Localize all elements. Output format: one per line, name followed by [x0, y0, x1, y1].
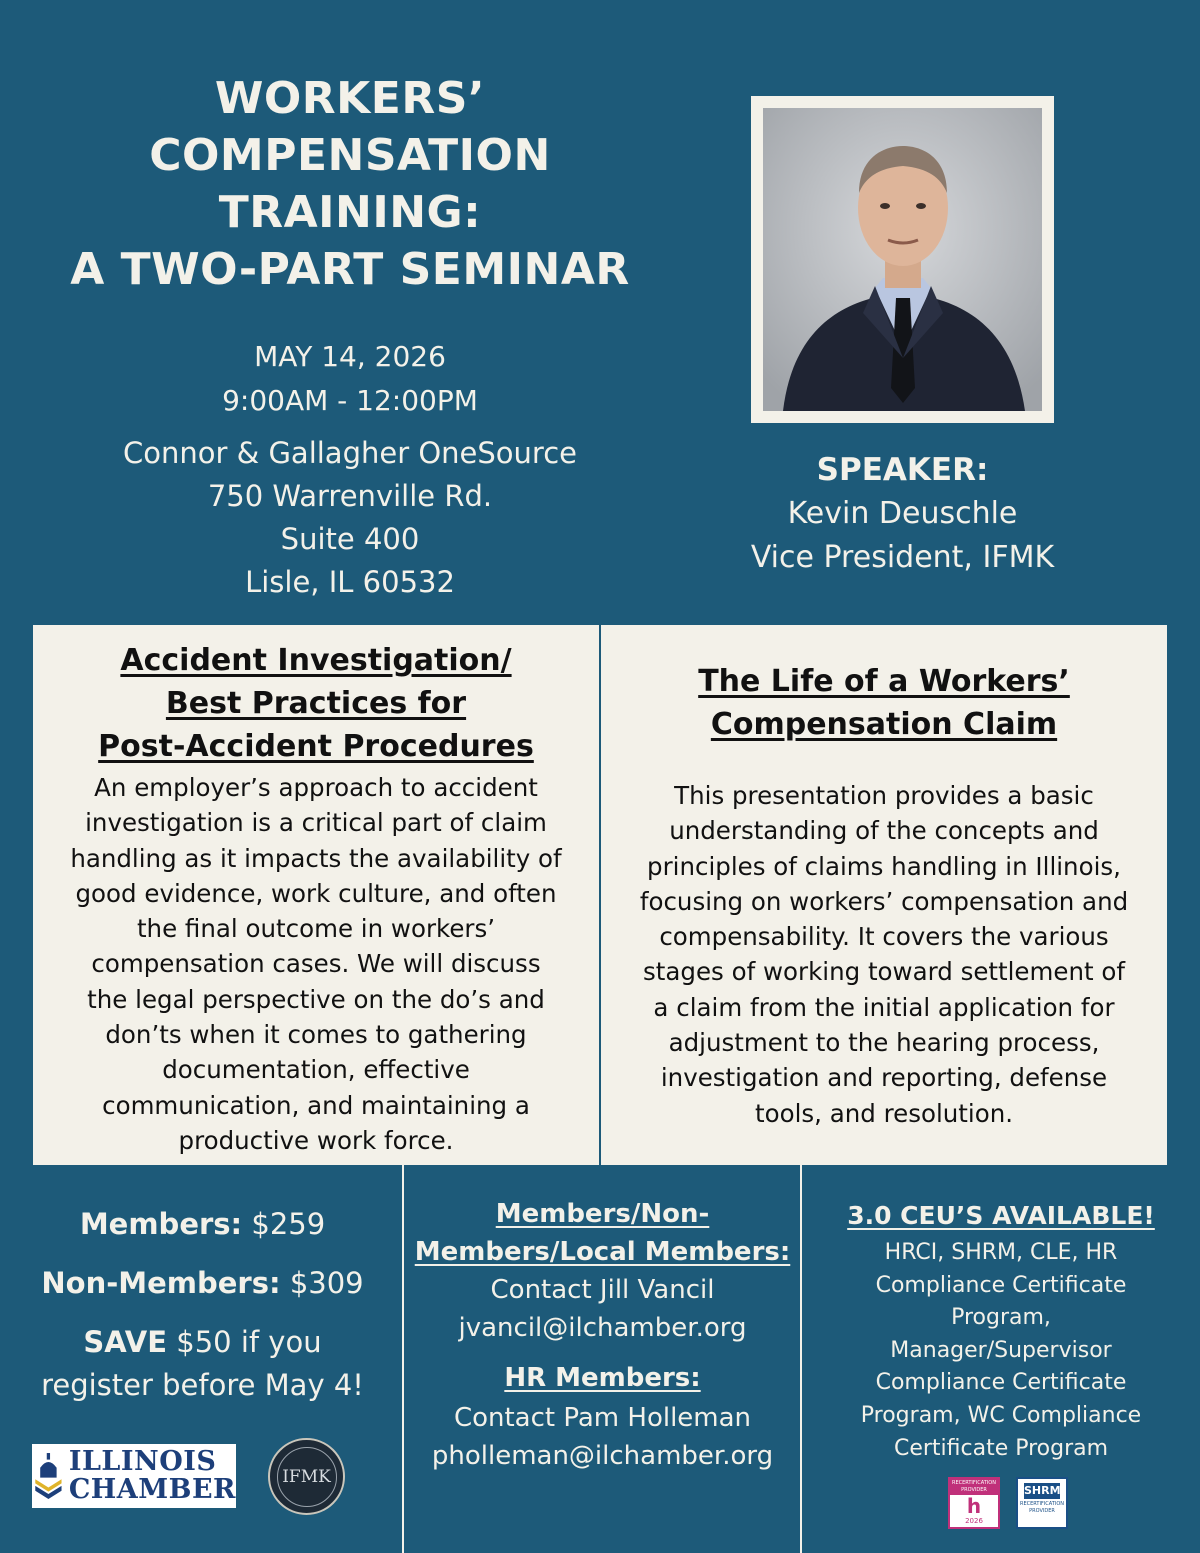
venue-line: Connor & Gallagher OneSource [122, 436, 578, 470]
nonmembers-label: Non-Members: [41, 1266, 281, 1300]
body-line: adjustment to the hearing process, [668, 1028, 1100, 1058]
ceu-section [815, 1195, 1187, 1465]
ceu-line: Compliance Certificate [875, 1272, 1127, 1298]
hrci-h-icon: h [966, 1494, 982, 1518]
session-2-heading-line: The Life of a Workers’ [698, 664, 1070, 699]
body-line: documentation, effective [162, 1055, 470, 1085]
session-2 [601, 625, 1167, 1165]
pricing-section [20, 1195, 385, 1407]
badge-text: 2026 [965, 1517, 983, 1525]
body-line: principles of claims handling in Illinois, [647, 851, 1121, 881]
contact-group1-name: Contact Jill Vancil [490, 1275, 715, 1305]
venue-line: Suite 400 [280, 522, 420, 556]
illinois-chamber-wordmark [65, 1448, 236, 1504]
event-date: MAY 14, 2026 [254, 340, 446, 373]
speaker-portrait-illustration [763, 108, 1042, 411]
body-line: compensation cases. We will discuss [91, 949, 541, 979]
body-line: communication, and maintaining a [102, 1090, 530, 1120]
ceu-line: Compliance Certificate [875, 1370, 1127, 1396]
title-line: WORKERS’ [214, 73, 486, 124]
save-deadline: register before May 4! [41, 1368, 364, 1402]
venue-line: 750 Warrenville Rd. [207, 479, 493, 513]
body-line: This presentation provides a basic [674, 781, 1094, 810]
speaker-heading: SPEAKER: [816, 452, 989, 488]
body-line: stages of working toward settlement of [643, 957, 1125, 987]
sessions-panel [33, 625, 1167, 1165]
contact-group2-email[interactable]: pholleman@ilchamber.org [431, 1441, 774, 1471]
body-line: An employer’s approach to accident [94, 773, 538, 802]
capitol-dome-icon [32, 1444, 65, 1508]
contact-group2-heading: HR Members: [504, 1363, 701, 1393]
body-line: the legal perspective on the do’s and [87, 984, 545, 1014]
body-line: investigation and reporting, defense [660, 1063, 1108, 1093]
nonmembers-price: $309 [289, 1266, 364, 1300]
early-discount [20, 1321, 385, 1407]
title-line: COMPENSATION [149, 130, 551, 181]
body-line: good evidence, work culture, and often [75, 878, 557, 908]
session-1-heading-line: Best Practices for [165, 686, 467, 721]
session-2-heading-line: Compensation Claim [710, 707, 1058, 742]
contact-group1-email[interactable]: jvancil@ilchamber.org [458, 1313, 747, 1343]
body-line: focusing on workers’ compensation and [639, 886, 1129, 916]
save-label: SAVE [83, 1325, 168, 1359]
ceu-line: Program, [951, 1305, 1051, 1331]
shrm-provider-badge [1016, 1477, 1068, 1529]
event-time: 9:00AM - 12:00PM [222, 384, 478, 417]
contact-section [405, 1195, 800, 1475]
venue-address [40, 432, 660, 604]
speaker-role: Vice President, IFMK [750, 540, 1055, 575]
ceu-programs [815, 1237, 1187, 1465]
speaker-info [700, 448, 1105, 580]
title-line: TRAINING: [218, 187, 482, 238]
column-divider [800, 1165, 802, 1553]
contact-group1-heading: Members/Non- [495, 1199, 710, 1229]
column-divider [402, 1165, 404, 1553]
ceu-line: Manager/Supervisor [890, 1337, 1112, 1363]
body-line: productive work force. [178, 1125, 454, 1155]
body-line: handling as it impacts the availability of [70, 843, 562, 873]
wordmark-line: ILLINOIS [68, 1446, 217, 1477]
body-line: investigation is a critical part of claim [85, 808, 547, 838]
badge-text: RECERTIFICATION PROVIDER [1020, 1501, 1065, 1514]
hrci-provider-badge [948, 1477, 1000, 1529]
date-time [100, 335, 600, 423]
contact-group1-heading: Members/Local Members: [414, 1237, 791, 1267]
body-line: the final outcome in workers’ [136, 914, 496, 944]
ceu-line: HRCI, SHRM, CLE, HR [884, 1240, 1118, 1265]
body-line: don’ts when it comes to gathering [105, 1020, 527, 1050]
contact-group2-name: Contact Pam Holleman [453, 1403, 752, 1433]
body-line: tools, and resolution. [754, 1098, 1014, 1128]
title-line: A TWO-PART SEMINAR [70, 244, 630, 295]
ceu-line: Program, WC Compliance [860, 1402, 1142, 1428]
speaker-name: Kevin Deuschle [787, 496, 1018, 531]
members-price: $259 [251, 1207, 326, 1241]
badge-text: RECERTIFICATION PROVIDER [951, 1480, 996, 1493]
session-1-heading-line: Accident Investigation/ [120, 643, 512, 678]
session-1-heading-line: Post-Accident Procedures [98, 729, 534, 764]
ceu-line: Certificate Program [893, 1435, 1109, 1461]
nonmembers-price-line [20, 1254, 385, 1313]
members-price-line [20, 1195, 385, 1254]
speaker-photo-frame [751, 96, 1054, 423]
speaker-photo [763, 108, 1042, 411]
page-title [40, 70, 660, 298]
body-line: compensability. It covers the various [659, 922, 1109, 952]
session-2-description [601, 778, 1167, 1131]
venue-line: Lisle, IL 60532 [245, 565, 455, 599]
ifmk-logo [268, 1438, 345, 1515]
session-1 [33, 625, 601, 1165]
shrm-mark: SHRM [1024, 1484, 1061, 1497]
body-line: a claim from the initial application for [653, 992, 1115, 1022]
illinois-chamber-logo [32, 1444, 236, 1508]
ifmk-seal: IFMK [277, 1447, 337, 1507]
save-text: $50 if you [176, 1325, 322, 1359]
ceu-heading: 3.0 CEU’S AVAILABLE! [847, 1201, 1155, 1230]
session-1-description [33, 770, 599, 1158]
members-label: Members: [79, 1207, 243, 1241]
body-line: understanding of the concepts and [669, 816, 1099, 846]
wordmark-line: CHAMBER [68, 1474, 236, 1505]
